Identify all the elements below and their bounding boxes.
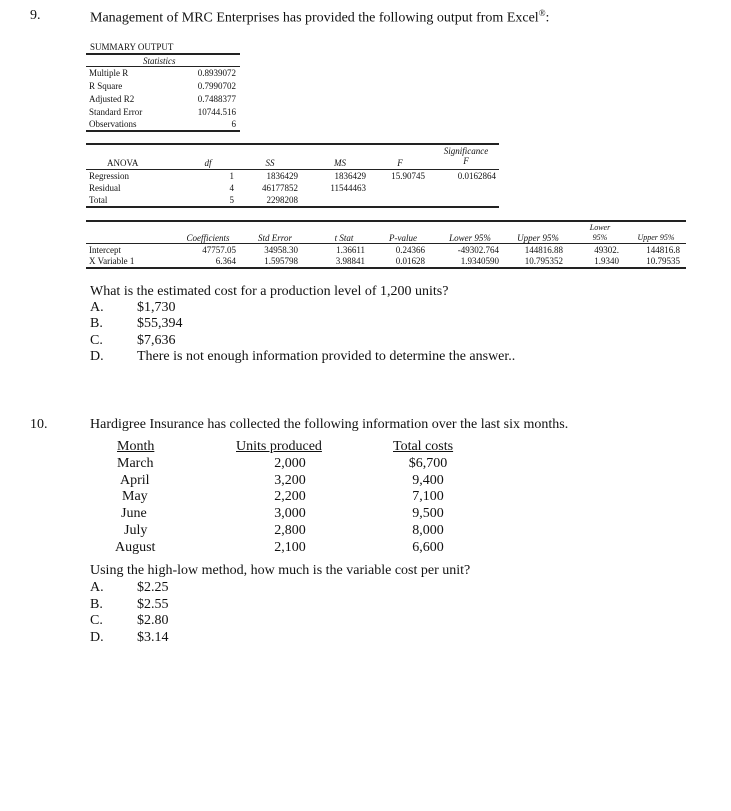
significance-f-header: F: [463, 156, 469, 166]
anova-df: 4: [229, 183, 234, 193]
significance-header: Significance: [443, 146, 489, 156]
units-cell: 3,000: [274, 506, 306, 521]
lower95-header: Lower 95%: [449, 233, 491, 243]
option-text: $55,394: [137, 316, 183, 331]
pvalue-header: P-value: [389, 233, 417, 243]
anova-df: 5: [229, 195, 234, 205]
units-cell: 3,200: [274, 473, 306, 488]
lower-small-header: Lower: [589, 223, 611, 232]
stat-label: R Square: [89, 81, 123, 91]
coef-row-label: Intercept: [89, 245, 121, 255]
question-intro: [90, 8, 549, 27]
option-text: $3.14: [137, 630, 169, 645]
option-text: $7,636: [137, 333, 176, 348]
anova-ss: 2298208: [266, 195, 298, 205]
anova-row-label: Regression: [89, 171, 129, 181]
month-cell: April: [120, 473, 150, 488]
month-cell: March: [117, 456, 154, 471]
units-cell: 2,100: [274, 540, 306, 555]
option-letter: D.: [90, 349, 104, 364]
month-cell: June: [121, 506, 147, 521]
upper95-value-2: 10.79535: [646, 256, 680, 266]
cost-cell: 7,100: [412, 489, 444, 504]
lower95-value-2: 1.9340: [594, 256, 619, 266]
stat-label: Adjusted R2: [89, 94, 135, 104]
f-header: F: [397, 158, 403, 168]
option-letter: D.: [90, 630, 104, 645]
stat-value: 0.7990702: [197, 81, 236, 91]
anova-ss: 46177852: [262, 183, 298, 193]
upper95-header: Upper 95%: [517, 233, 559, 243]
option-text: $2.80: [137, 613, 169, 628]
ms-header: MS: [334, 158, 346, 168]
month-cell: May: [122, 489, 148, 504]
question-intro-text: Management of MRC Enterprises has provided the following output from Excel: [90, 10, 539, 26]
question-text: What is the estimated cost for a production level of 1,200 units?: [90, 284, 449, 299]
cost-cell: 9,400: [412, 473, 444, 488]
anova-ms: 1836429: [334, 171, 366, 181]
units-cell: 2,800: [274, 523, 306, 538]
option-text: $1,730: [137, 300, 176, 315]
anova-row-label: Total: [89, 195, 108, 205]
month-cell: July: [124, 523, 148, 538]
stat-label: Multiple R: [89, 68, 129, 78]
question-number: 10.: [30, 417, 48, 432]
stat-value: 6: [231, 119, 236, 129]
se-header: Std Error: [258, 233, 292, 243]
se-value: 1.595798: [264, 256, 298, 266]
option-letter: B.: [90, 316, 103, 331]
units-cell: 2,200: [274, 489, 306, 504]
upper95-header-2: Upper 95%: [637, 233, 675, 242]
cost-cell: 8,000: [412, 523, 444, 538]
cost-cell: $6,700: [408, 456, 448, 471]
stat-value: 0.8939072: [197, 68, 236, 78]
costs-header: Total costs: [393, 439, 454, 454]
question-number: 9.: [30, 8, 41, 23]
pvalue-value: 0.24366: [395, 245, 425, 255]
question-text: Using the high-low method, how much is the variable cost per unit?: [90, 563, 471, 578]
registered-mark: ®: [538, 8, 546, 18]
cost-cell: 9,500: [412, 506, 444, 521]
month-cell: August: [115, 540, 156, 555]
question-intro-end: :: [545, 10, 550, 26]
lower95-value: -49302.764: [457, 245, 499, 255]
anova-sig: 0.0162864: [457, 171, 496, 181]
stat-label: Standard Error: [89, 107, 143, 117]
question-intro: Hardigree Insurance has collected the following information over the last six months.: [90, 417, 569, 432]
pvalue-value: 0.01628: [395, 256, 425, 266]
option-letter: C.: [90, 613, 103, 628]
coef-value: 6.364: [215, 256, 236, 266]
option-text: $2.25: [137, 580, 169, 595]
anova-ms: 11544463: [330, 183, 366, 193]
units-header: Units produced: [236, 439, 322, 454]
tstat-value: 1.36611: [336, 245, 365, 255]
cost-cell: 6,600: [412, 540, 444, 555]
stats-header: Statistics: [143, 56, 176, 66]
stat-value: 0.7488377: [197, 94, 236, 104]
lower95-value: 1.9340590: [460, 256, 499, 266]
anova-ss: 1836429: [266, 171, 298, 181]
option-text: $2.55: [137, 597, 169, 612]
coef-header: Coefficients: [186, 233, 230, 243]
option-letter: C.: [90, 333, 103, 348]
tstat-header: t Stat: [334, 233, 354, 243]
option-letter: A.: [90, 300, 104, 315]
anova-row-label: Residual: [89, 183, 121, 193]
option-letter: A.: [90, 580, 104, 595]
upper95-value-2: 144816.8: [646, 245, 680, 255]
upper95-value: 10.795352: [524, 256, 563, 266]
stat-value: 10744.516: [197, 107, 236, 117]
ss-header: SS: [265, 158, 275, 168]
anova-df: 1: [229, 171, 234, 181]
summary-title: SUMMARY OUTPUT: [90, 42, 174, 52]
stat-label: Observations: [89, 119, 137, 129]
coef-row-label: X Variable 1: [89, 256, 135, 266]
option-letter: B.: [90, 597, 103, 612]
upper95-value: 144816.88: [524, 245, 563, 255]
lower-small-pct: 95%: [592, 233, 608, 242]
lower95-value-2: 49302.: [594, 245, 619, 255]
tstat-value: 3.98841: [335, 256, 365, 266]
anova-f: 15.90745: [391, 171, 425, 181]
coef-value: 47757.05: [202, 245, 236, 255]
units-cell: 2,000: [274, 456, 306, 471]
option-text: There is not enough information provided to determine the answer..: [137, 349, 516, 364]
se-value: 34958.30: [264, 245, 298, 255]
df-header: df: [204, 158, 212, 168]
month-header: Month: [117, 439, 155, 454]
anova-header: ANOVA: [107, 158, 139, 168]
